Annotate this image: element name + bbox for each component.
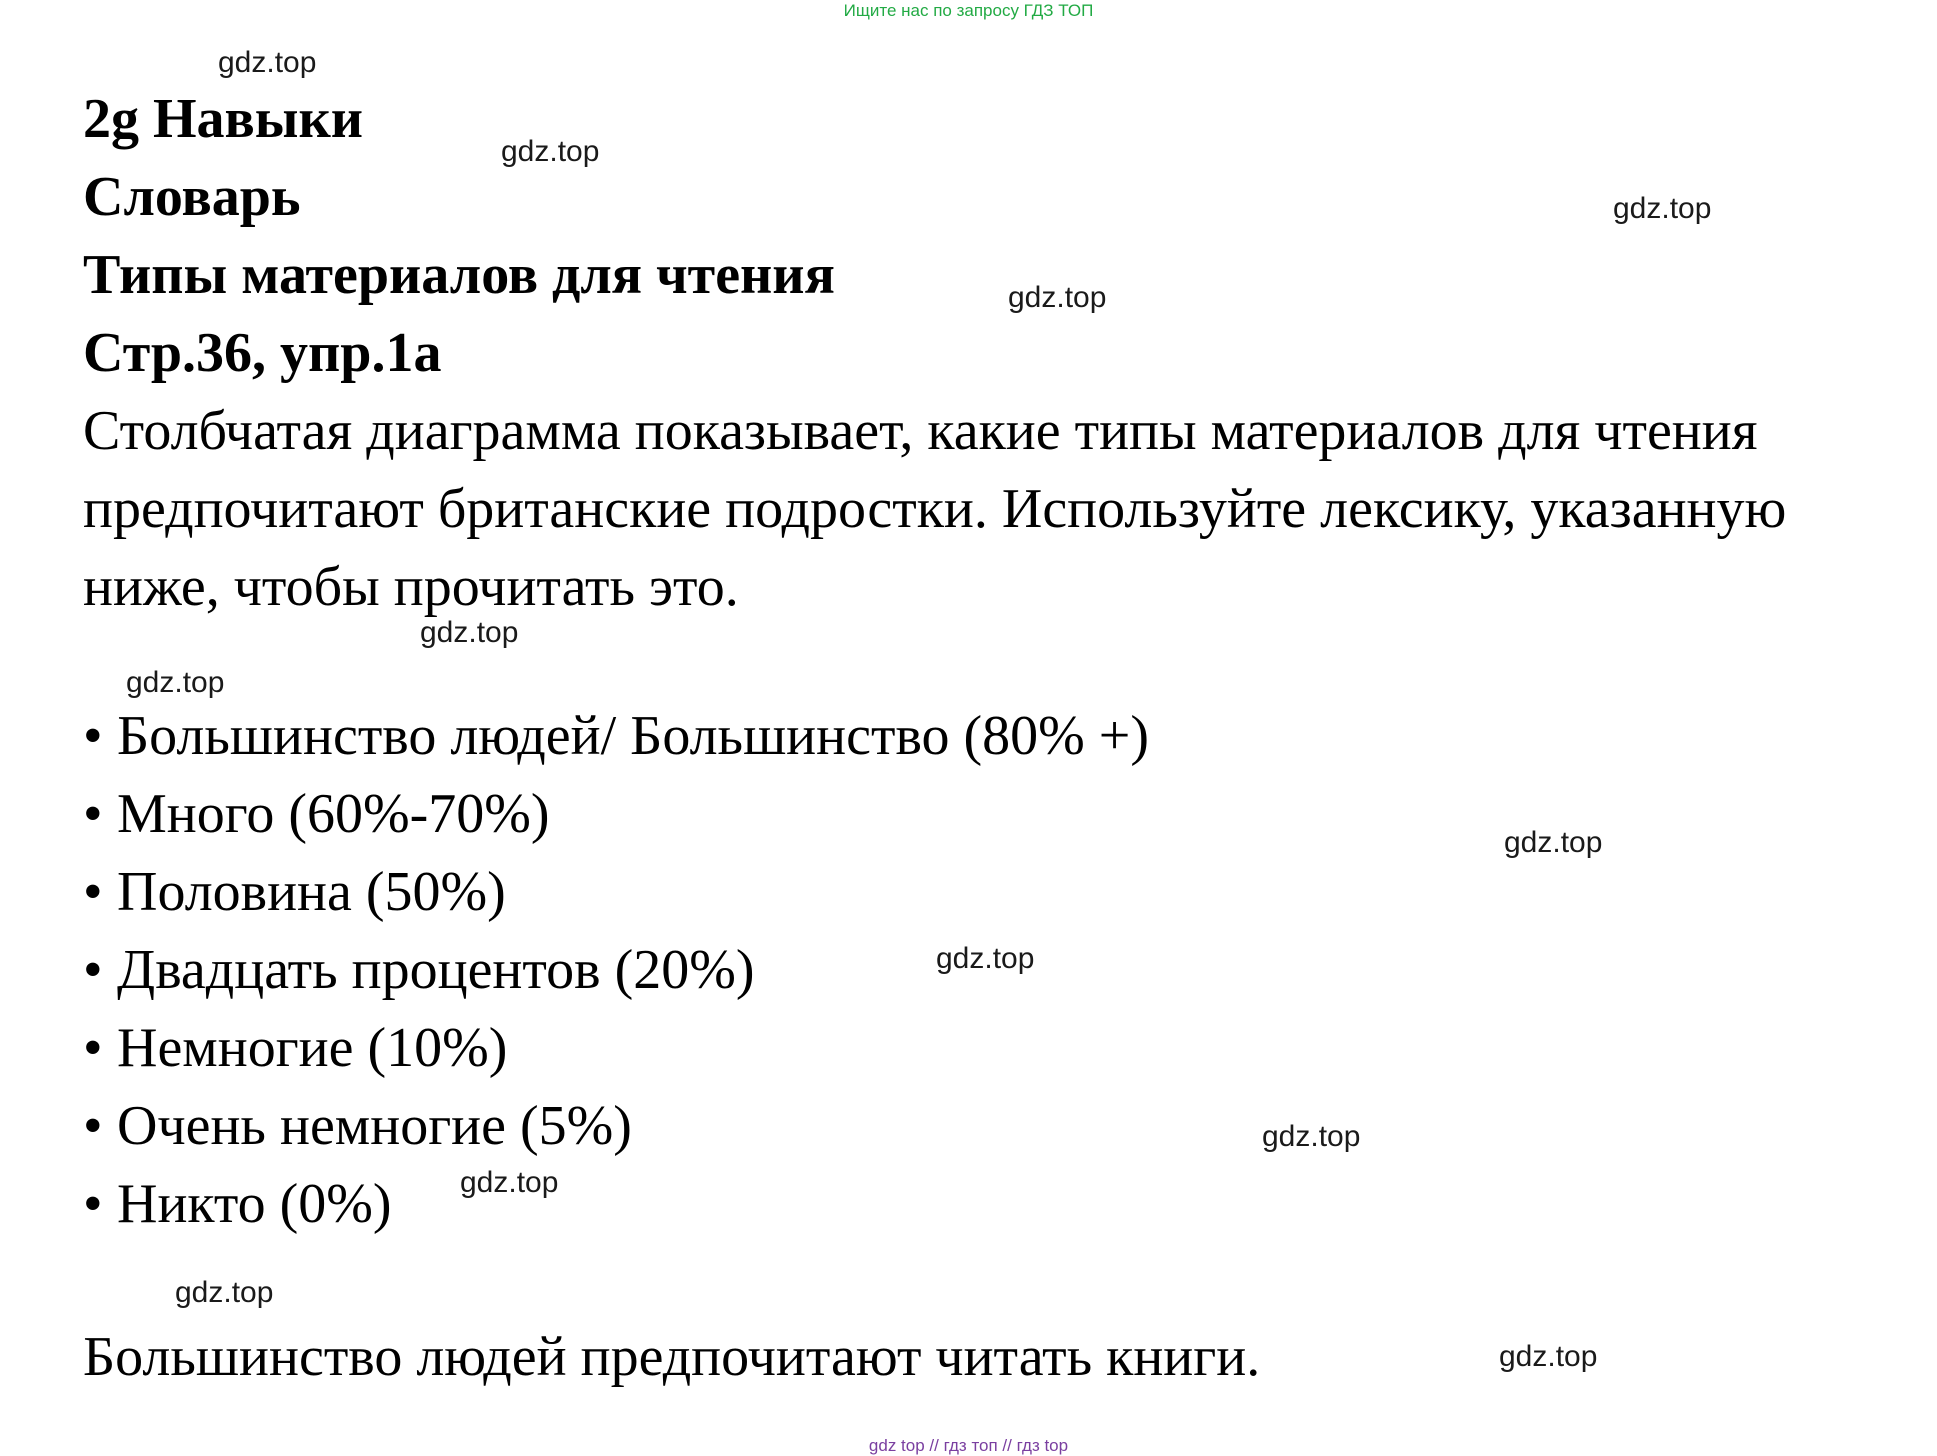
list-item-text: Никто (0%) bbox=[117, 1173, 392, 1235]
list-item-text: Половина (50%) bbox=[117, 861, 506, 923]
watermark: gdz.top bbox=[501, 135, 600, 168]
instructions-line: ниже, чтобы прочитать это. bbox=[83, 556, 739, 618]
answer-text: Большинство людей предпочитают читать книги. bbox=[83, 1326, 1261, 1388]
watermark: gdz.top bbox=[1262, 1120, 1361, 1153]
topic-heading: Типы материалов для чтения bbox=[83, 244, 835, 306]
list-item-text: Большинство людей/ Большинство (80% +) bbox=[117, 705, 1150, 767]
list-item bbox=[83, 1087, 1149, 1165]
list-item-text: Двадцать процентов (20%) bbox=[117, 939, 755, 1001]
watermark: gdz.top bbox=[1613, 192, 1712, 225]
list-item bbox=[83, 697, 1149, 775]
watermark: gdz.top bbox=[1499, 1340, 1598, 1373]
watermark: gdz.top bbox=[218, 46, 317, 79]
bullet-icon: • bbox=[83, 783, 103, 845]
footer-watermark: gdz top // гдз топ // гдз top bbox=[868, 1436, 1069, 1455]
list-item-text: Очень немногие (5%) bbox=[117, 1095, 632, 1157]
watermark: gdz.top bbox=[1504, 826, 1603, 859]
list-item bbox=[83, 1165, 1149, 1243]
watermark: gdz.top bbox=[420, 616, 519, 649]
bullet-icon: • bbox=[83, 1095, 103, 1157]
vocabulary-heading: Словарь bbox=[83, 166, 301, 228]
bullet-icon: • bbox=[83, 861, 103, 923]
list-item bbox=[83, 853, 1149, 931]
list-item bbox=[83, 1009, 1149, 1087]
instructions-paragraph bbox=[83, 392, 1883, 626]
bullet-icon: • bbox=[83, 939, 103, 1001]
watermark: gdz.top bbox=[460, 1166, 559, 1199]
watermark: gdz.top bbox=[936, 942, 1035, 975]
section-heading: 2g Навыки bbox=[83, 88, 364, 150]
list-item-text: Много (60%-70%) bbox=[117, 783, 550, 845]
bullet-icon: • bbox=[83, 1173, 103, 1235]
instructions-line: предпочитают британские подростки. Используйте лексику, указанную bbox=[83, 478, 1787, 540]
list-item bbox=[83, 775, 1149, 853]
main-content bbox=[83, 80, 1883, 626]
exercise-heading: Стр.36, упр.1а bbox=[83, 322, 442, 384]
bullet-icon: • bbox=[83, 1017, 103, 1079]
watermark: gdz.top bbox=[1008, 281, 1107, 314]
bullet-icon: • bbox=[83, 705, 103, 767]
top-banner: Ищите нас по запросу ГДЗ ТОП bbox=[843, 1, 1094, 20]
watermark: gdz.top bbox=[126, 666, 225, 699]
list-item-text: Немногие (10%) bbox=[117, 1017, 508, 1079]
instructions-line: Столбчатая диаграмма показывает, какие типы материалов для чтения bbox=[83, 400, 1758, 462]
watermark: gdz.top bbox=[175, 1276, 274, 1309]
